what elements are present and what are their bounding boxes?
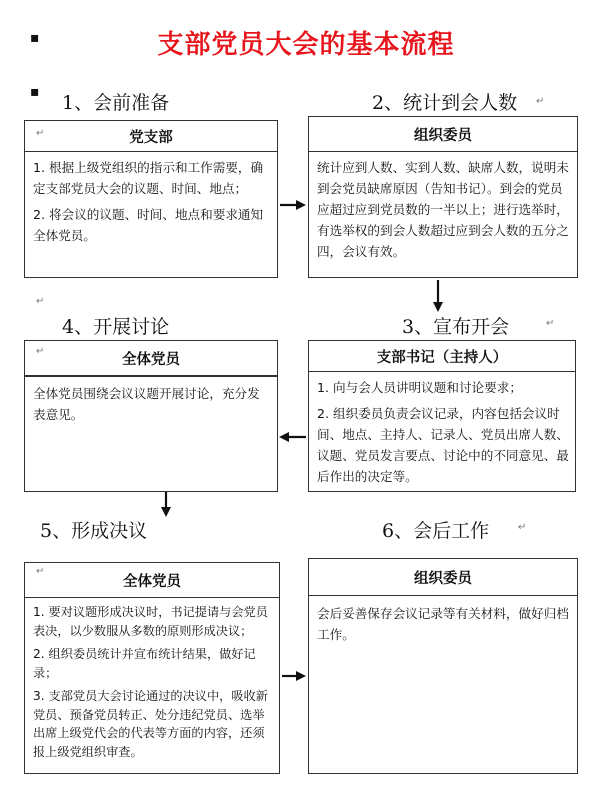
box-body-item: 1. 根据上级党组织的指示和工作需要，确定支部党员大会的议题、时间、地点； (33, 160, 264, 196)
box-body-item: 2. 将会议的议题、时间、地点和要求通知全体党员。 (33, 207, 264, 243)
arrow-down-icon (161, 492, 171, 517)
box-body-item: 1. 向与会人员讲明议题和讨论要求； (317, 380, 522, 395)
box-title: 组织委员 (309, 559, 577, 596)
return-mark: ↵ (536, 96, 545, 107)
step-label-1: 1、会前准备 (62, 92, 170, 114)
box-title: 组织委员 (309, 117, 577, 152)
step-label-3: 3、宣布开会 (402, 316, 510, 338)
box-title: 支部书记（主持人） (309, 341, 575, 372)
box-body-item: 会后妥善保存会议记录等有关材料，做好归档工作。 (317, 606, 569, 642)
box-title: 党支部 (25, 121, 277, 152)
step-label-4: 4、开展讨论 (62, 316, 170, 338)
return-mark: ↵ (36, 346, 45, 357)
step-label-2: 2、统计到会人数 (372, 92, 518, 114)
arrow-down-icon (433, 280, 443, 312)
box-body-item: 全体党员围绕会议议题开展讨论，充分发表意见。 (33, 386, 260, 422)
box-title: 全体党员 (25, 563, 279, 598)
bullet-mark: ▪ (30, 84, 40, 100)
box-title: 全体党员 (25, 341, 277, 377)
box-body-item: 1. 要对议题形成决议时，书记提请与会党员表决，以少数服从多数的原则形成决议； (33, 605, 268, 638)
step-label-6: 6、会后工作 (382, 520, 490, 542)
return-mark: ↵ (518, 522, 527, 533)
box-body-item: 统计应到人数、实到人数、缺席人数，说明未到会党员缺席原因（告知书记）。到会的党员应超过应到党员数的一半以上；进行选举时，有选举权的到会人数超过应到会人数的五分之四，会议有效。 (317, 160, 569, 259)
return-mark: ↵ (36, 296, 45, 307)
return-mark: ↵ (546, 318, 555, 329)
return-mark: ↵ (36, 566, 45, 577)
box-body-item: 2. 组织委员负责会议记录，内容包括会议时间、地点、主持人、记录人、党员出席人数、议题、党员发言要点、讨论中的不同意见、最后作出的决定等。 (317, 406, 569, 484)
arrow-right-icon (280, 200, 306, 210)
box-body-item: 2. 组织委员统计并宣布统计结果，做好记录； (33, 647, 256, 680)
step-label-5: 5、形成决议 (40, 520, 148, 542)
arrow-right-icon (282, 671, 306, 681)
return-mark: ↵ (36, 128, 45, 139)
bullet-mark: ▪ (30, 30, 40, 46)
box-body-item: 3. 支部党员大会讨论通过的决议中，吸收新党员、预备党员转正、处分违纪党员、选举出席上级党代会的代表等方面的内容，还须报上级党组织审查。 (33, 689, 268, 759)
page-title: 支部党员大会的基本流程 (157, 30, 455, 60)
arrow-left-icon (279, 432, 306, 442)
